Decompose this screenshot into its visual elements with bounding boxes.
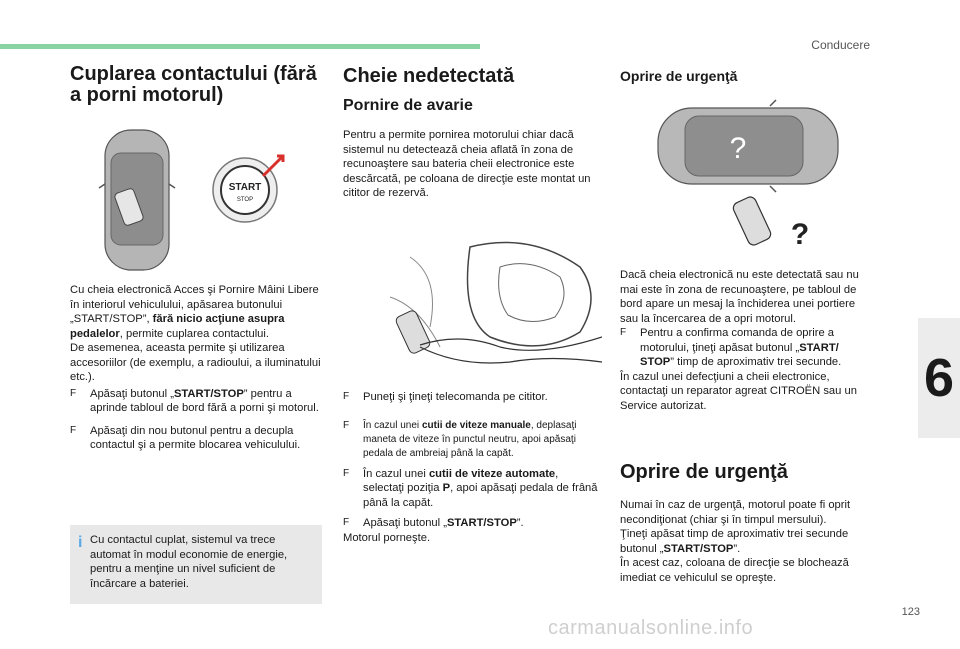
right-p4: Ţineţi apăsat timp de aproximativ trei secunde butonul „START/STOP”.	[620, 528, 849, 555]
note-text: Cu contactul cuplat, sistemul va trece automat în modul economie de energie, pentru a menţine un nivel suficient de încărcare a bateriei.	[90, 534, 288, 590]
chapter-tab: 6	[918, 318, 960, 438]
right-p3: Numai în caz de urgenţă, motorul poate fi oprit necondiţionat (chiar şi în timpul mersului).	[620, 499, 851, 526]
middle-bullet-2: F În cazul unei cutii de viteze manuale, deplasaţi maneta de viteze în punctul neutru, apoi apăsaţi pedala de ambreiaj până la capăt.	[343, 419, 577, 459]
page-number: 123	[901, 606, 920, 618]
right-bullet-1: F Pentru a confirma comanda de oprire a motorului, ţineţi apăsat butonul „START/ STOP” timp de aproximativ trei secunde.	[620, 327, 842, 368]
info-note	[70, 525, 322, 604]
middle-bullet-4: F Apăsaţi butonul „START/STOP”.	[343, 517, 524, 529]
car-top-view-icon	[658, 100, 838, 192]
header-accent-bar	[0, 44, 480, 49]
start-stop-button-icon	[213, 158, 277, 222]
left-intro: Cu cheia electronică Acces şi Pornire Mâini Libere în interiorul vehiculului, apăsarea butonului „START/STOP”, fără nicio acţiune asupra pedalelor, permite cuplarea contactului.	[70, 284, 319, 340]
backup-reader-illustration	[380, 237, 602, 383]
middle-bullet-1: F Puneţi şi ţineţi telecomanda pe cititor.	[343, 391, 548, 403]
middle-body	[343, 390, 599, 545]
left-bullet-2: F Apăsaţi din nou butonul pentru a decupla contactul şi a permite blocarea vehiculului.	[70, 424, 301, 451]
start-label: START	[228, 182, 262, 193]
right-title-big: Oprire de urgenţă	[620, 461, 788, 483]
right-column-top	[620, 68, 870, 84]
watermark: carmanualsonline.info	[548, 617, 754, 639]
left-bullet-1: F Apăsaţi butonul „START/STOP” pentru a aprinde tabloul de bord fără a porni şi motorul.	[70, 387, 319, 414]
middle-intro: Pentru a permite pornirea motorului chiar dacă sistemul nu detectează cheia aflată în zona de recunoaştere sau bateria cheii electronice este descărcată, pe coloana de direcţie este montat un cititor de rezervă.	[343, 129, 591, 199]
info-icon: i	[78, 534, 83, 551]
middle-outro: Motorul porneşte.	[343, 531, 431, 544]
middle-title: Cheie nedetectată	[343, 65, 515, 87]
right-column-bottom	[620, 462, 870, 585]
right-title-small: Oprire de urgenţă	[620, 68, 738, 84]
right-p2: În cazul unei defecţiuni a cheii electronice, contactaţi un reparator agreat CITROËN sau un Service autorizat.	[620, 370, 857, 412]
middle-bullet-3: F În cazul unei cutii de viteze automate, selectaţi poziţia P, apoi apăsaţi pedala de frână până la capăt.	[343, 467, 598, 509]
question-mark-car: ?	[729, 132, 747, 165]
right-p5: În acest caz, coloana de direcţie se blochează imediat ce vehiculul se opreşte.	[620, 557, 849, 584]
left-column	[70, 64, 326, 106]
middle-subtitle: Pornire de avarie	[343, 97, 473, 114]
key-fob-icon	[731, 195, 772, 247]
key-not-detected-illustration	[640, 98, 850, 248]
middle-column	[343, 66, 599, 201]
section-title: Conducere	[811, 38, 870, 52]
left-body	[70, 283, 326, 453]
question-mark-key: ?	[790, 218, 810, 248]
right-body	[620, 268, 870, 413]
left-title: Cuplarea contactului (fără a porni motorul)	[70, 63, 317, 106]
stop-label: STOP	[236, 197, 254, 203]
car-key-inside-illustration	[95, 128, 305, 273]
right-p1: Dacă cheia electronică nu este detectată sau nu mai este în zona de recunoaştere, pe tabloul de bord apare un mesaj la închiderea unei portiere sau la încercarea de a opri motorul.	[620, 269, 859, 325]
left-intro-2: De asemenea, aceasta permite şi utilizarea accesoriilor (de exemplu, a radioului, a iluminatului etc.).	[70, 342, 321, 383]
